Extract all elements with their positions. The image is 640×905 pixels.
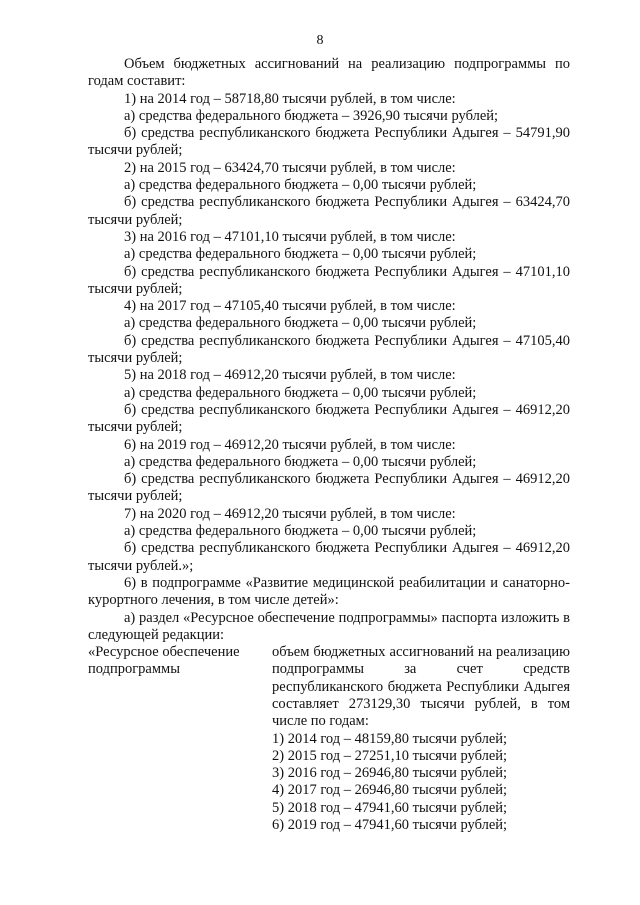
paragraph-section-a: а) раздел «Ресурсное обеспечение подпрограммы» паспорта изложить в следующей редакции: (88, 609, 570, 643)
document-body (88, 56, 570, 834)
paragraph-2014-total: 1) на 2014 год – 58718,80 тысячи рублей, в том числе: (124, 90, 456, 107)
paragraph-2016-total: 3) на 2016 год – 47101,10 тысячи рублей, в том числе: (124, 228, 456, 245)
paragraph-2020-total: 7) на 2020 год – 46912,20 тысячи рублей, в том числе: (124, 505, 456, 522)
paragraph-2018-republic: б) средства республиканского бюджета Республики Адыгея – 46912,20 тысячи рублей; (88, 401, 570, 436)
passport-year-2014: 1) 2014 год – 48159,80 тысячи рублей; (272, 730, 508, 747)
paragraph-2014-federal: а) средства федерального бюджета – 3926,90 тысячи рублей; (124, 107, 499, 124)
paragraph-2017-total: 4) на 2017 год – 47105,40 тысячи рублей, в том числе: (124, 298, 456, 315)
passport-year-2018: 5) 2018 год – 47941,60 тысячи рублей; (272, 799, 508, 816)
paragraph-2019-total: 6) на 2019 год – 46912,20 тысячи рублей, в том числе: (124, 436, 456, 453)
passport-year-2015: 2) 2015 год – 27251,10 тысячи рублей; (272, 747, 508, 764)
paragraph-2015-total: 2) на 2015 год – 63424,70 тысячи рублей, в том числе: (124, 159, 456, 176)
paragraph-intro: Объем бюджетных ассигнований на реализацию подпрограммы по годам составит: (88, 56, 570, 90)
paragraph-2016-federal: а) средства федерального бюджета – 0,00 тысячи рублей; (124, 246, 477, 263)
paragraph-2017-republic: б) средства республиканского бюджета Республики Адыгея – 47105,40 тысячи рублей; (88, 332, 570, 367)
passport-label-line1: «Ресурсное обеспечение (88, 644, 240, 661)
paragraph-2018-total: 5) на 2018 год – 46912,20 тысячи рублей, в том числе: (124, 367, 456, 384)
passport-budget-text: объем бюджетных ассигнований на реализацию подпрограммы за счет средств республиканского бюджета Республики Адыгея составляет 273129,30 тысячи рублей, в том числе по годам: (272, 644, 570, 730)
paragraph-2020-republic: б) средства республиканского бюджета Республики Адыгея – 46912,20 тысячи рублей.»; (88, 540, 570, 574)
passport-right-column (272, 644, 570, 834)
paragraph-2017-federal: а) средства федерального бюджета – 0,00 тысячи рублей; (124, 315, 477, 332)
paragraph-2015-republic: б) средства республиканского бюджета Республики Адыгея – 63424,70 тысячи рублей; (88, 194, 570, 228)
passport-year-2019: 6) 2019 год – 47941,60 тысячи рублей; (272, 817, 508, 834)
paragraph-2020-federal: а) средства федерального бюджета – 0,00 тысячи рублей; (124, 523, 477, 540)
paragraph-2015-federal: а) средства федерального бюджета – 0,00 тысячи рублей; (124, 177, 477, 194)
paragraph-subprogram-6: 6) в подпрограмме «Развитие медицинской реабилитации и санаторно-курортного лечения, в том числе детей»: (88, 574, 570, 609)
passport-year-2017: 4) 2017 год – 26946,80 тысячи рублей; (272, 782, 508, 799)
passport-label-line2: подпрограммы (88, 661, 180, 678)
paragraph-2014-republic: б) средства республиканского бюджета Республики Адыгея – 54791,90 тысячи рублей; (88, 125, 570, 159)
passport-year-2016: 3) 2016 год – 26946,80 тысячи рублей; (272, 765, 508, 782)
passport-table (88, 644, 570, 834)
passport-year-list (272, 731, 570, 835)
paragraph-2016-republic: б) средства республиканского бюджета Республики Адыгея – 47101,10 тысячи рублей; (88, 263, 570, 297)
paragraph-2018-federal: а) средства федерального бюджета – 0,00 тысячи рублей; (124, 384, 477, 401)
page-number: 8 (316, 33, 324, 48)
paragraph-2019-republic: б) средства республиканского бюджета Республики Адыгея – 46912,20 тысячи рублей; (88, 471, 570, 505)
passport-left-column (88, 644, 272, 834)
paragraph-2019-federal: а) средства федерального бюджета – 0,00 тысячи рублей; (124, 453, 477, 470)
